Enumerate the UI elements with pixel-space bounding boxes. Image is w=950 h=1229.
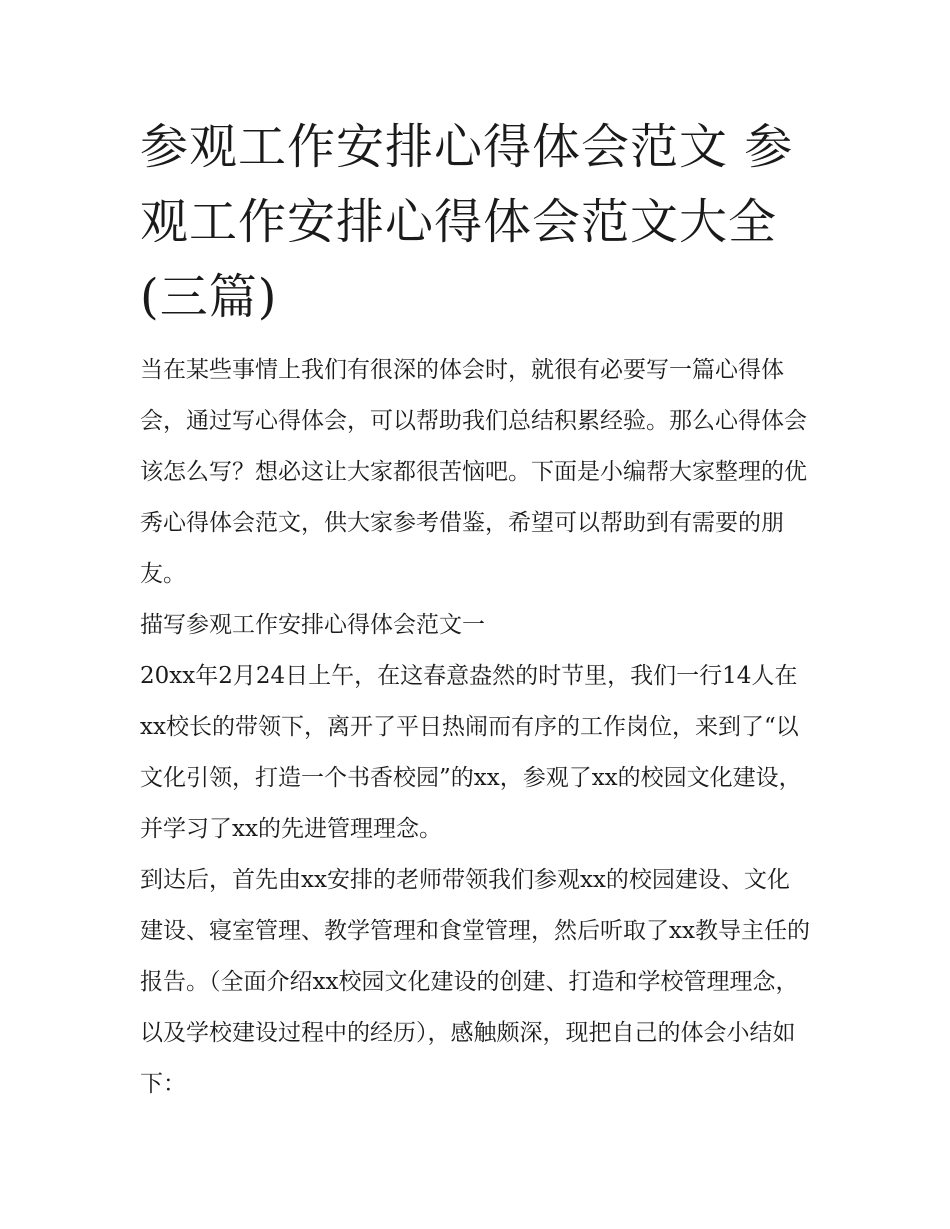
document-title: 参观工作安排心得体会范文 参观工作安排心得体会范文大全(三篇): [140, 119, 794, 325]
body-paragraph: 到达后，首先由xx安排的老师带领我们参观xx的校园建设、文化建设、寝室管理、教学管理和食堂管理，然后听取了xx教导主任的报告。（全面介绍xx校园文化建设的创建、打造和学校管理理念，以及学校建设过程中的经历），感触颇深，现把自己的体会小结如下：: [140, 867, 810, 1097]
intro-paragraph: 当在某些事情上我们有很深的体会时，就很有必要写一篇心得体会，通过写心得体会，可以帮助我们总结积累经验。那么心得体会该怎么写？想必这让大家都很苦恼吧。下面是小编帮大家整理的优秀心得体会范文，供大家参考借鉴，希望可以帮助到有需要的朋友。: [140, 357, 807, 587]
section-heading: 描写参观工作安排心得体会范文一: [140, 612, 485, 638]
document-page: [140, 110, 812, 1110]
body-paragraph: 20xx年2月24日上午，在这春意盎然的时节里，我们一行14人在xx校长的带领下，离开了平日热闹而有序的工作岗位，来到了“以文化引领，打造一个书香校园”的xx，参观了xx的校园文化建设，并学习了xx的先进管理理念。: [140, 663, 802, 842]
